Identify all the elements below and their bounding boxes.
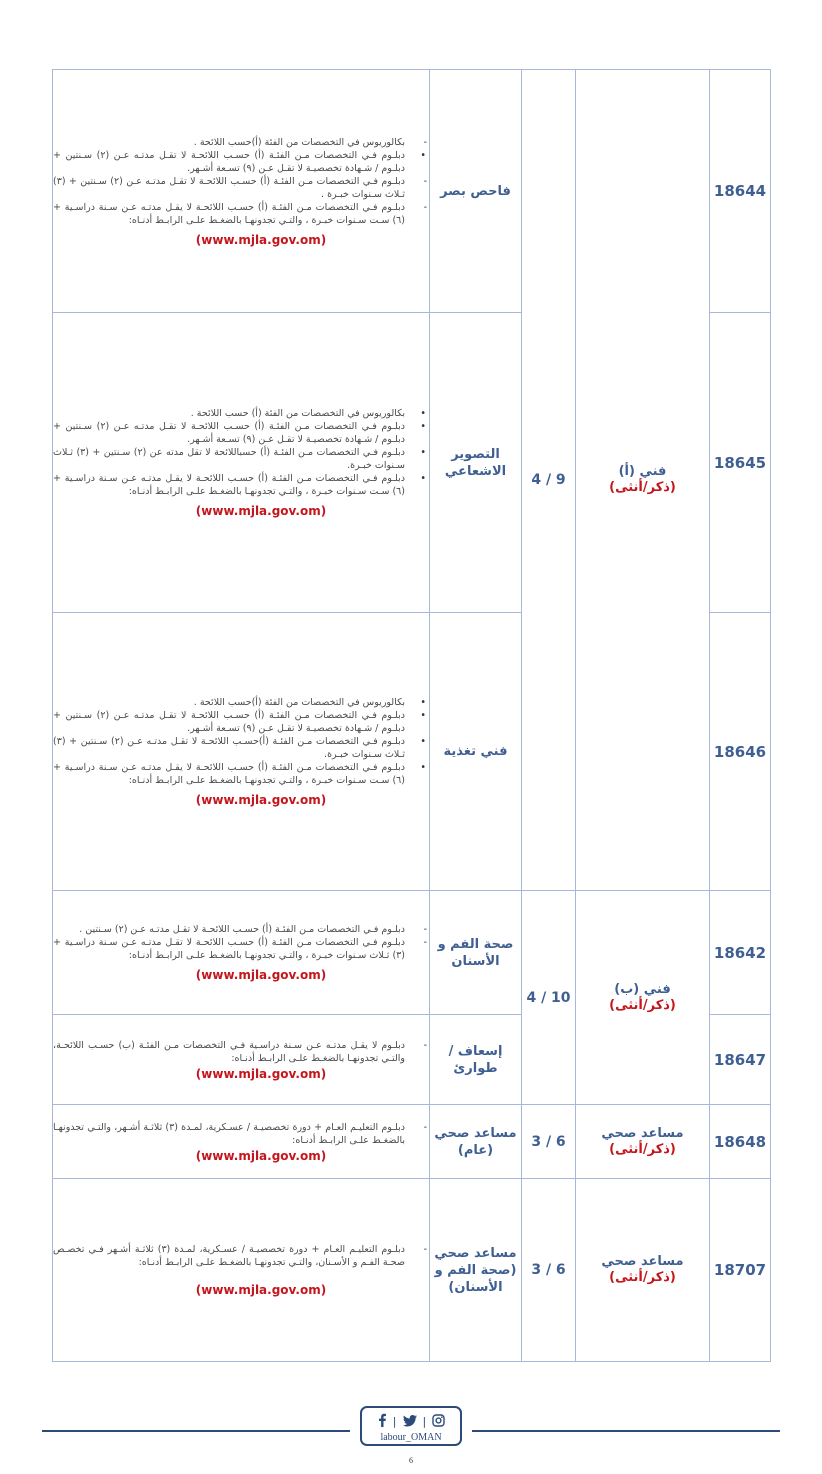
job-code: 18642 [710,891,771,1015]
requirement-item: • دبلـوم فـي التخصصات مـن الفئـة (أ) حسـب اللائحـة لا يقـل مدتـه عـن سـنة دراسـية + (٦) سـت سـنوات خبـرة ، والتـي تجدونهـا بالضغـط علـى الرابـط أدنـاه: [53,472,429,498]
separator: | [422,1415,427,1428]
table-row [53,1105,771,1179]
requirements-cell [53,1015,430,1105]
separator: | [392,1415,397,1428]
grade-cell [576,70,710,891]
requirement-item: • بكالوريوس في التخصصات من الفئة (أ)حسب اللائحة . [53,696,429,709]
requirement-item: • دبلـوم فـي التخصصات مـن الفئـة (أ) حسباللائحة لا تقل مدته عن (٢) سـنتين + (٣) ثـلاث سـنوات خبـرة. [53,446,429,472]
job-title: إسعاف / طوارئ [430,1015,522,1105]
requirement-item: - بكالوريوس في التخصصات من الفئة (أ)حسب اللائحة . [53,136,429,149]
requirement-item: • دبلـوم فـي التخصصات مـن الفئـة (أ) حسـب اللائحـة لا تقـل مدتـه عـن (٢) سـنتين + دبلـوم / شـهادة تخصصيـة لا تقـل عـن (٩) تسـعة أشـهر. [53,149,429,175]
requirement-item: - دبلـوم لا يقـل مدتـه عـن سـنة دراسـية فـي التخصصات مـن الفئـة (ب) حسـب اللائحـة، والتـي تجدونهـا بالضغـط علـى الرابـط أدنـاه: [53,1039,429,1065]
twitter-icon[interactable] [403,1412,417,1431]
ratio-cell: 3 / 6 [522,1105,576,1179]
footer-divider-right [472,1430,780,1432]
requirements-cell [53,313,430,613]
ratio-cell: 3 / 6 [522,1179,576,1362]
requirements-cell [53,1179,430,1362]
ratio-cell: 4 / 10 [522,891,576,1105]
mjla-link[interactable]: (www.mjla.gov.om) [195,1066,327,1081]
requirement-item: - دبلـوم التعليـم العـام + دورة تخصصيـة / عسـكرية، لمـدة (٣) ثلاثـة أشـهر فـي تخصـص صحـة الفـم و الأسـنان، والتـي تجدونهـا بالضغـط علـى الرابـط أدنـاه: [53,1243,429,1269]
requirements-cell [53,613,430,891]
job-title: فني تغذية [430,613,522,891]
grade-label: فني (أ) [618,464,667,479]
job-title: مساعد صحي (عام) [430,1105,522,1179]
job-code: 18648 [710,1105,771,1179]
ratio-cell: 4 / 9 [522,70,576,891]
mjla-link[interactable]: (www.mjla.gov.om) [195,1148,327,1163]
gender-label: (ذكر/أنثى) [609,1270,676,1285]
mjla-link[interactable]: (www.mjla.gov.om) [195,1283,327,1297]
table-row [53,891,771,1015]
requirement-item: - دبلـوم فـي التخصصات مـن الفئـة (أ) حسـب اللائحـة لا يقـل مدتـه عـن سـنة دراسـية + (٦) سـت سـنوات خبـرة ، والتـي تجدونهـا بالضغـط علـى الرابـط أدنـاه: [53,201,429,227]
page-number: 6 [409,1456,413,1465]
instagram-icon[interactable] [432,1412,445,1431]
job-code: 18645 [710,313,771,613]
requirements-cell [53,1105,430,1179]
jobs-table [52,69,771,1362]
grade-label: مساعد صحي [601,1254,684,1269]
grade-label: مساعد صحي [601,1125,684,1141]
requirement-item: - دبلـوم التعليـم العـام + دورة تخصصيـة / عسـكرية، لمـدة (٣) ثلاثـة أشـهر، والتـي تجدونهـا بالضغـط علـى الرابـط أدنـاه: [53,1121,429,1147]
table-row [53,70,771,313]
grade-cell [576,1105,710,1179]
requirement-item: - دبلـوم فـي التخصصات مـن الفئـة (أ) حسـب اللائحـة لا تقـل مدتـه عـن سـنة دراسـية + (٣) ثـلاث سـنوات خبـرة ، والتـي تجدونهـا بالضغـط علـى الرابـط أدنـاه: [53,936,429,962]
job-code: 18644 [710,70,771,313]
requirement-item: • دبلـوم فـي التخصصات مـن الفئـة (أ) حسـب اللائحـة لا تقـل مدتـه عـن (٢) سـنتين + دبلـوم / شـهادة تخصصيـة لا تقـل عـن (٩) تسـعة أشـهر. [53,709,429,735]
job-code: 18646 [710,613,771,891]
grade-cell [576,891,710,1105]
job-title: فاحص بصر [430,70,522,313]
job-title: مساعد صحي (صحة الفم و الأسنان) [430,1179,522,1362]
job-title: صحة الفم و الأسنان [430,891,522,1015]
social-badge [360,1406,462,1446]
table-row [53,1179,771,1362]
grade-cell [576,1179,710,1362]
job-code: 18647 [710,1015,771,1105]
gender-label: (ذكر/أنثى) [609,480,676,495]
mjla-link[interactable]: (www.mjla.gov.om) [195,968,327,982]
gender-label: (ذكر/أنثى) [609,1141,676,1157]
requirement-item: • دبلـوم فـي التخصصات مـن الفئـة (أ) حسـب اللائحـة لا تقـل مدتـه عـن (٢) سـنتين + دبلـوم / شـهادة تخصصيـة لا تقـل عـن (٩) تسـعة أشـهر. [53,420,429,446]
social-handle[interactable]: labour_OMAN [380,1432,442,1443]
footer-divider-left [42,1430,350,1432]
mjla-link[interactable]: (www.mjla.gov.om) [195,232,327,247]
gender-label: (ذكر/أنثى) [609,997,676,1013]
mjla-link[interactable]: (www.mjla.gov.om) [195,504,327,518]
requirement-item: • دبلـوم فـي التخصصات مـن الفئـة (أ) حسـب اللائحـة لا يقـل مدتـه عـن سـنة دراسـية + (٦) سـت سـنوات خبـرة ، والتـي تجدونهـا بالضغـط علـى الرابـط أدنـاه: [53,761,429,787]
requirement-item: - دبلـوم فـي التخصصات مـن الفئـة (أ) حسـب اللائحـة لا تقـل مدتـه عـن (٢) سـنتين . [53,923,429,936]
grade-label: فني (ب) [614,981,671,997]
requirements-cell [53,891,430,1015]
requirement-item: • دبلـوم فـي التخصصات مـن الفئـة (أ)حسـب اللائحـة لا تقـل مدتـه عـن (٢) سـنتين + (٣) ثـلاث سـنوات خبـرة. [53,735,429,761]
requirement-item: - دبلـوم فـي التخصصات مـن الفئـة (أ) حسـب اللائحـة لا تقـل مدتـه عـن (٢) سـنتين + (٣) ثـلاث سـنوات خبـرة . [53,175,429,201]
mjla-link[interactable]: (www.mjla.gov.om) [195,793,327,807]
job-title: التصوير الاشعاعي [430,313,522,613]
requirements-cell [53,70,430,313]
facebook-icon[interactable] [377,1412,387,1431]
job-code: 18707 [710,1179,771,1362]
requirement-item: • بكالوريوس في التخصصات من الفئة (أ) حسب اللائحة . [53,407,429,420]
